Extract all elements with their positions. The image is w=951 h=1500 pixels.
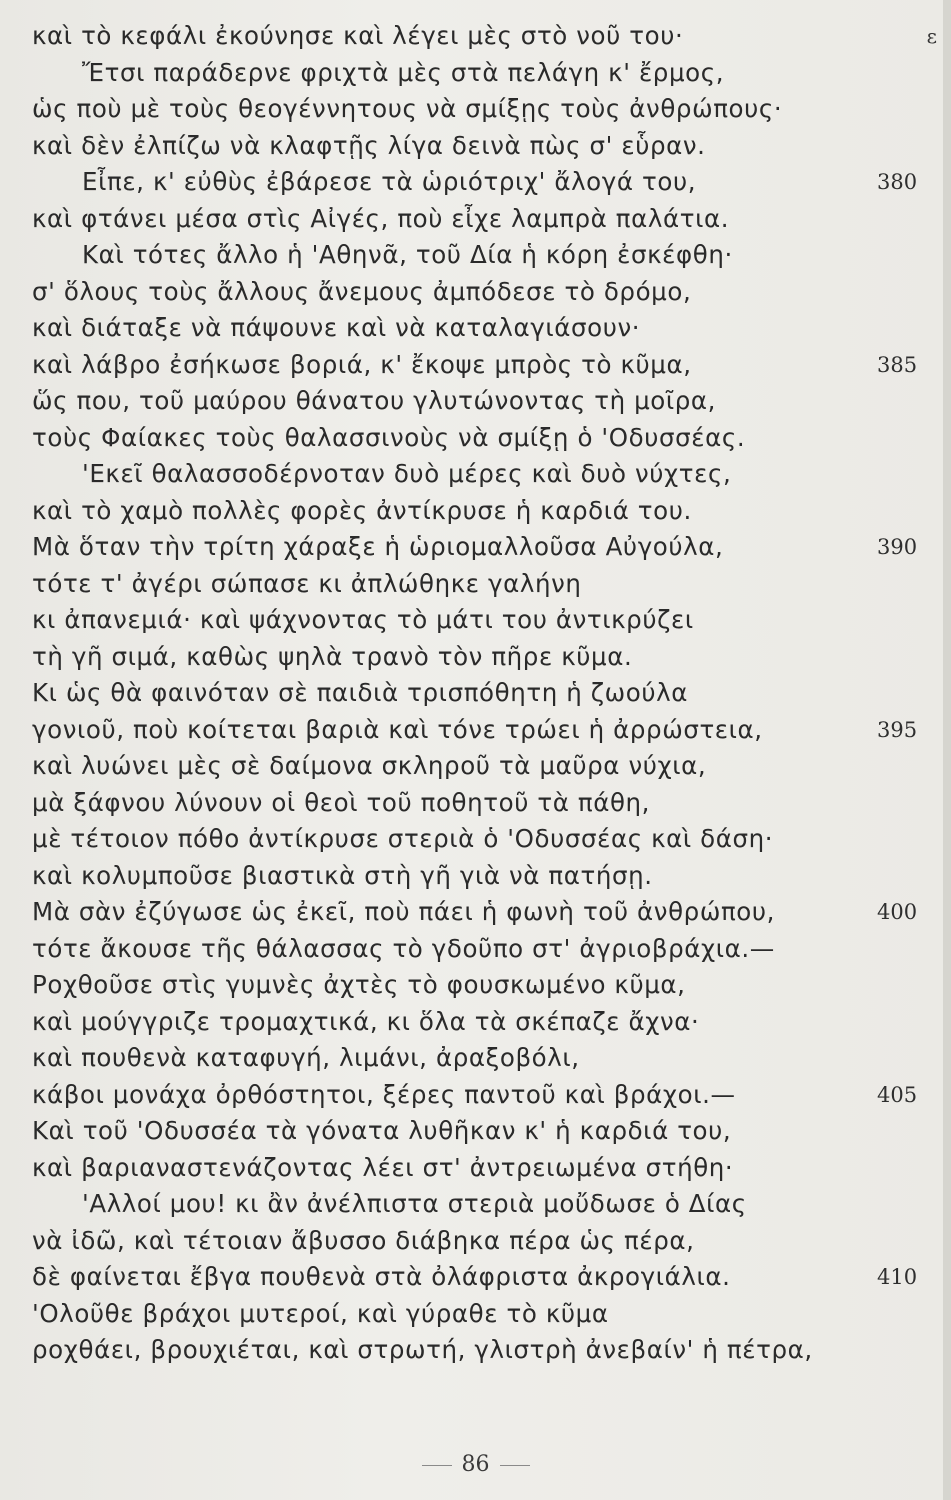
page-gutter [943, 0, 951, 1500]
verse-text: ροχθάει, βρουχιέται, καὶ στρωτή, γλιστρὴ ἀνεβαίν' ἡ πέτρα, [32, 1335, 813, 1364]
verse-line [32, 310, 852, 347]
verse-line [32, 1186, 852, 1223]
verse-text: σ' ὅλους τοὺς ἄλλους ἄνεμους ἀμπόδεσε τὸ δρόμο, [32, 276, 692, 306]
verse-text: Μὰ σὰν ἐζύγωσε ὡς ἐκεῖ, ποὺ πάει ἡ φωνὴ τοῦ ἀνθρώπου, [32, 897, 776, 926]
verse-text: καὶ φτάνει μέσα στὶς Αἰγές, ποὺ εἶχε λαμπρὰ παλάτια. [32, 203, 730, 233]
verse-line [32, 18, 852, 55]
verse-text: μὲ τέτοιον πόθο ἀντίκρυσε στεριὰ ὁ 'Οδυσσέας καὶ δάση· [32, 824, 774, 853]
verse-line [32, 1223, 852, 1260]
sheet-signature-mark: ε [926, 24, 937, 48]
verse-text: Κι ὡς θὰ φαινόταν σὲ παιδιὰ τρισπόθητη ἡ ζωούλα [32, 678, 688, 707]
verse-line [32, 1332, 852, 1369]
verse-text: καὶ λάβρο ἐσήκωσε βοριά, κ' ἔκοψε μπρὸς τὸ κῦμα, [32, 349, 692, 379]
line-number: 390 [877, 535, 918, 559]
verse-line [32, 420, 852, 457]
verse-line [32, 785, 852, 822]
verse-line [32, 1150, 852, 1187]
page-number [0, 1452, 951, 1477]
verse-line [32, 201, 852, 238]
verse-text: τότε τ' ἀγέρι σώπασε κι ἀπλώθηκε γαλήνη [32, 568, 582, 598]
verse-line [32, 529, 918, 566]
verse-text: Ροχθοῦσε στὶς γυμνὲς ἀχτὲς τὸ φουσκωμένο κῦμα, [32, 970, 686, 999]
verse-text: τοὺς Φαίακες τοὺς θαλασσινοὺς νὰ σμίξῃ ὁ 'Οδυσσέας. [32, 422, 746, 452]
verse-text: 'Αλλοί μου! κι ἂν ἀνέλπιστα στεριὰ μοὔδωσε ὁ Δίας [82, 1189, 747, 1218]
verse-line [32, 128, 852, 165]
line-number: 380 [877, 170, 918, 194]
verse-line [32, 456, 852, 493]
verse-text: καὶ βαριαναστενάζοντας λέει στ' ἀντρειωμένα στήθη· [32, 1152, 734, 1182]
verse-line [32, 967, 852, 1004]
verse-text: δὲ φαίνεται ἔβγα πουθενὰ στὰ ὀλάφριστα ἀκρογιάλια. [32, 1262, 731, 1291]
verse-text: καὶ τὸ κεφάλι ἐκούνησε καὶ λέγει μὲς στὸ νοῦ του· [32, 21, 684, 50]
verse-line [32, 1259, 918, 1296]
verse-text: 'Εκεῖ θαλασσοδέρνοταν δυὸ μέρες καὶ δυὸ νύχτες, [82, 459, 732, 488]
verse-text: καὶ μούγγριζε τρομαχτικά, κι ὅλα τὰ σκέπαζε ἄχνα· [32, 1006, 700, 1036]
verse-line [32, 383, 852, 420]
verse-text: καὶ διάταξε νὰ πάψουνε καὶ νὰ καταλαγιάσουν· [32, 313, 641, 342]
verse-line [32, 894, 918, 931]
verse-line [32, 602, 852, 639]
verse-text: Ἔτσι παράδερνε φριχτὰ μὲς στὰ πελάγη κ' ἔρμος, [82, 57, 725, 87]
verse-text: ὥς που, τοῦ μαύρου θάνατου γλυτώνοντας τὴ μοῖρα, [32, 386, 717, 415]
verse-line [32, 1077, 918, 1114]
line-number: 410 [877, 1265, 918, 1289]
verse-text: τὴ γῆ σιμά, καθὼς ψηλὰ τρανὸ τὸν πῆρε κῦμα. [32, 641, 633, 671]
verse-text: καὶ κολυμποῦσε βιαστικὰ στὴ γῆ γιὰ νὰ πατήσῃ. [32, 860, 653, 890]
verse-line [32, 1040, 852, 1077]
verse-line [32, 931, 852, 968]
poem-text-block [32, 18, 918, 1369]
verse-text: καὶ δὲν ἐλπίζω νὰ κλαφτῇς λίγα δεινὰ πὼς σ' εὗραν. [32, 130, 706, 160]
folio-dash-left [422, 1465, 452, 1466]
verse-line [32, 566, 852, 603]
verse-line [32, 675, 852, 712]
verse-text: καὶ λυώνει μὲς σὲ δαίμονα σκληροῦ τὰ μαῦρα νύχια, [32, 751, 707, 780]
verse-text: κάβοι μονάχα ὀρθόστητοι, ξέρες παντοῦ καὶ βράχοι.— [32, 1079, 736, 1109]
verse-line [32, 639, 852, 676]
verse-line [32, 347, 918, 384]
folio-dash-right [500, 1465, 530, 1466]
verse-text: Καὶ τοῦ 'Οδυσσέα τὰ γόνατα λυθῆκαν κ' ἡ καρδιά του, [32, 1116, 732, 1145]
verse-line [32, 858, 852, 895]
line-number: 395 [877, 717, 918, 742]
line-number: 385 [877, 352, 918, 377]
verse-text: καὶ πουθενὰ καταφυγή, λιμάνι, ἀραξοβόλι, [32, 1043, 580, 1072]
verse-text: Εἶπε, κ' εὐθὺς ἐβάρεσε τὰ ὡριότριχ' ἄλογά του, [82, 167, 697, 196]
verse-text: νὰ ἰδῶ, καὶ τέτοιαν ἄβυσσο διάβηκα πέρα ὡς πέρα, [32, 1225, 695, 1255]
verse-text: Μὰ ὅταν τὴν τρίτη χάραξε ἡ ὡριομαλλοῦσα Αὐγούλα, [32, 532, 724, 561]
verse-line [32, 164, 918, 201]
verse-text: Καὶ τότες ἄλλο ἡ 'Αθηνᾶ, τοῦ Δία ἡ κόρη ἐσκέφθη· [82, 240, 733, 269]
verse-text: κι ἀπανεμιά· καὶ ψάχνοντας τὸ μάτι του ἀντικρύζει [32, 605, 694, 634]
verse-line [32, 274, 852, 311]
verse-text: τότε ἄκουσε τῆς θάλασσας τὸ γδοῦπο στ' ἀγριοβράχια.— [32, 933, 775, 963]
verse-text: ὡς ποὺ μὲ τοὺς θεογέννητους νὰ σμίξῃς τοὺς ἀνθρώπους· [32, 94, 783, 123]
verse-line [32, 748, 852, 785]
verse-line [32, 712, 918, 749]
verse-line [32, 55, 852, 92]
line-number: 405 [877, 1082, 918, 1107]
verse-line [32, 1113, 852, 1150]
verse-text: 'Ολοῦθε βράχοι μυτεροί, καὶ γύραθε τὸ κῦμα [32, 1298, 609, 1328]
line-number: 400 [877, 900, 918, 924]
verse-line [32, 91, 852, 128]
verse-line [32, 1296, 852, 1333]
verse-line [32, 821, 852, 858]
verse-text: γονιοῦ, ποὺ κοίτεται βαριὰ καὶ τόνε τρώει ἡ ἀρρώστεια, [32, 714, 763, 744]
verse-line [32, 493, 852, 530]
verse-line [32, 237, 852, 274]
page-number-value: 86 [461, 1452, 490, 1477]
verse-line [32, 1004, 852, 1041]
verse-text: καὶ τὸ χαμὸ πολλὲς φορὲς ἀντίκρυσε ἡ καρδιά του. [32, 495, 692, 525]
verse-text: μὰ ξάφνου λύνουν οἱ θεοὶ τοῦ ποθητοῦ τὰ πάθη, [32, 787, 651, 817]
